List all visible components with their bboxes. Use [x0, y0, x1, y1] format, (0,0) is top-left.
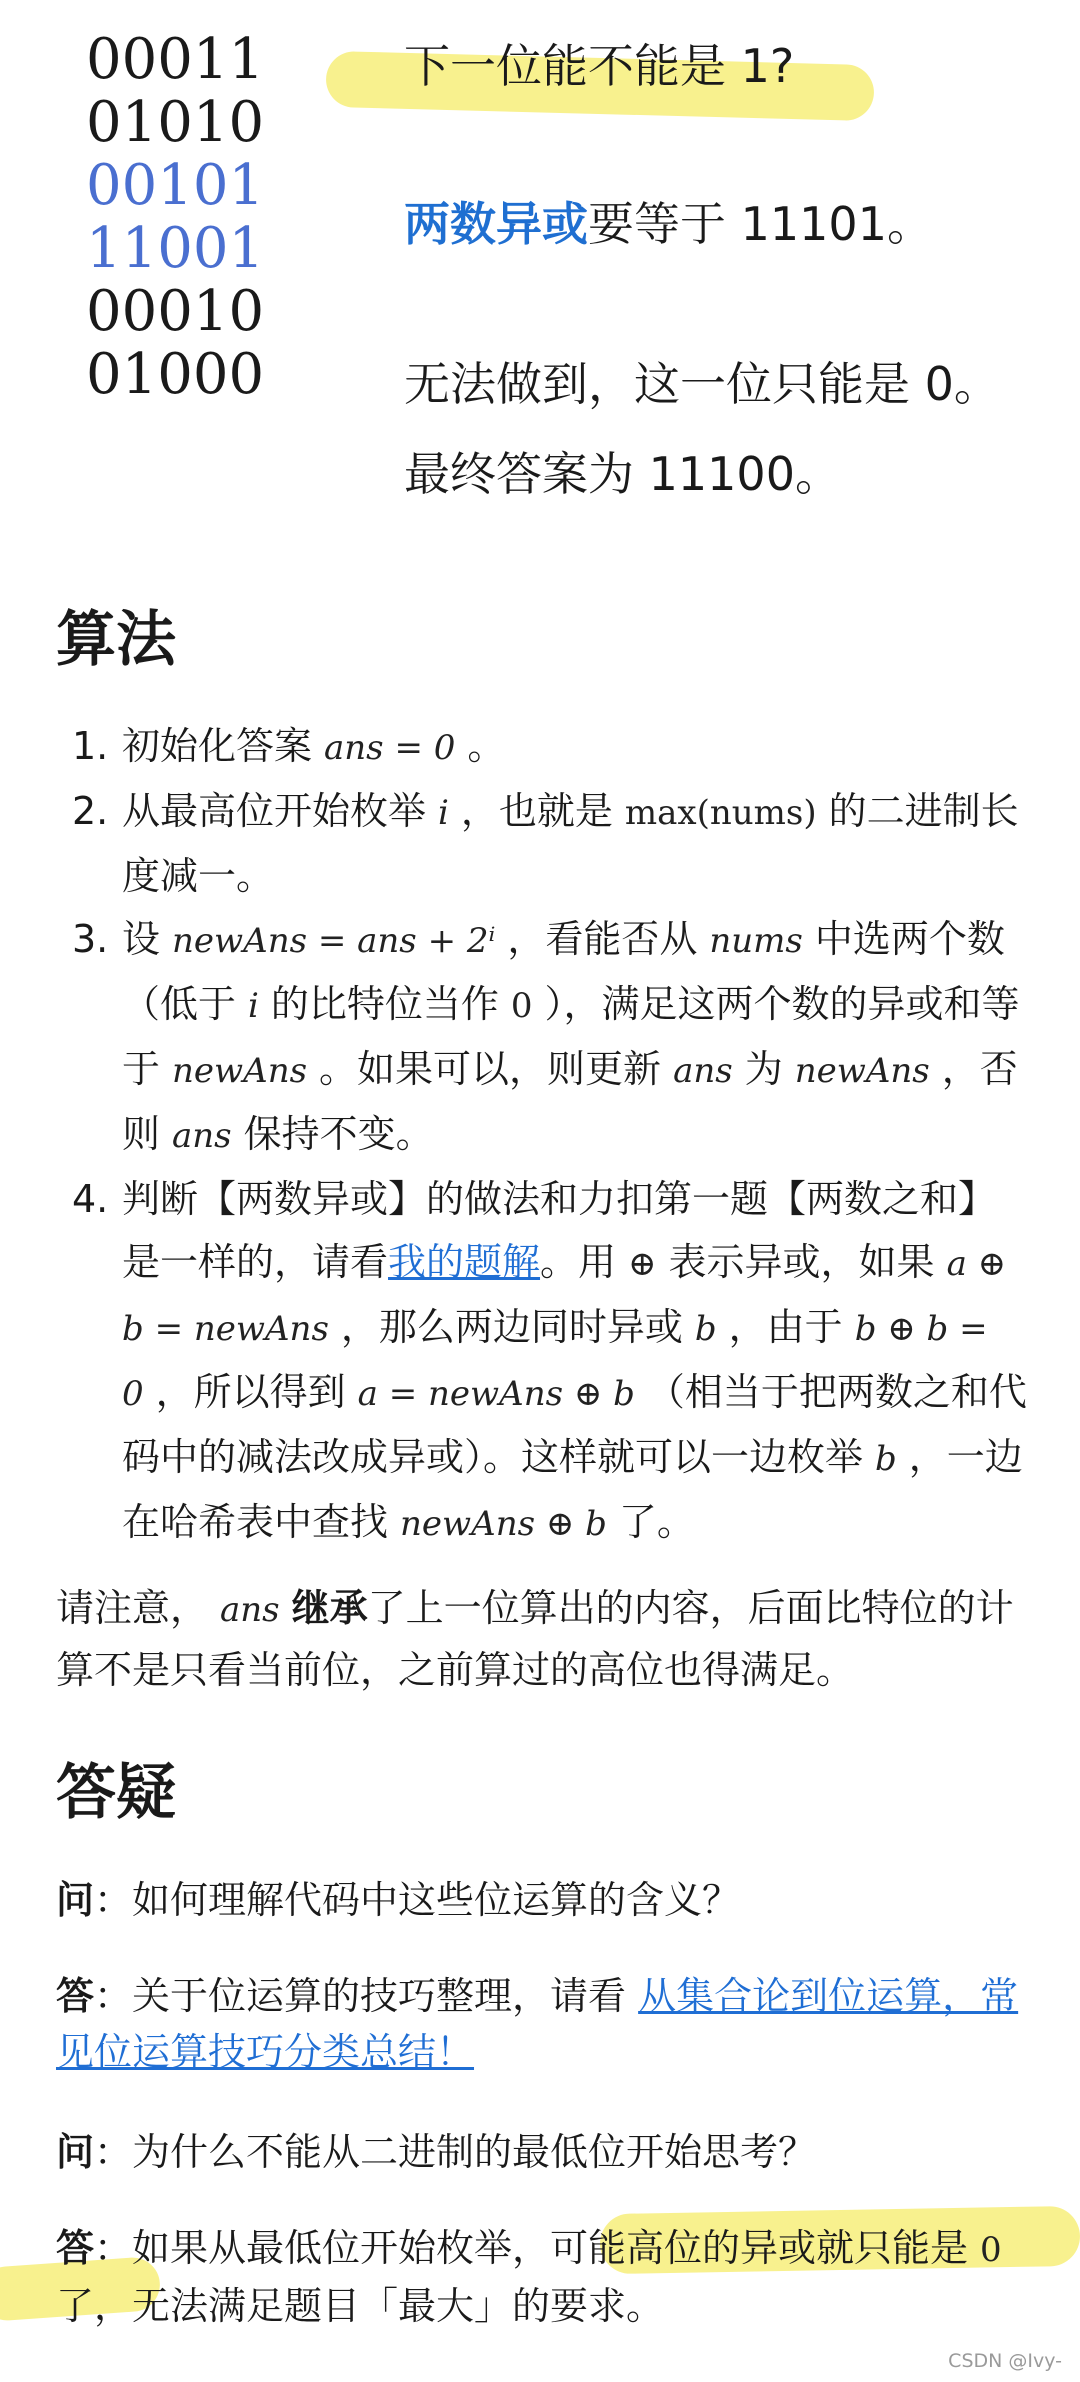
step-text: 的比特位当作	[270, 982, 499, 1026]
math-expr: b ⊕ b = 0	[122, 1309, 988, 1414]
note-final-answer: 最终答案为 11100。	[404, 447, 841, 501]
step-4	[72, 1168, 1032, 1556]
binary-row: 01010	[86, 90, 265, 155]
faq-answer-2	[56, 2220, 1026, 2334]
step-3	[72, 908, 1032, 1168]
step-text: ，由于	[728, 1305, 843, 1349]
math-expr: b	[694, 1309, 717, 1349]
step-text: 判断【两数异或】的做法和力扣第一题【两数之和】是一样的，请看	[122, 1177, 997, 1284]
binary-row-highlighted: 11001	[86, 216, 265, 281]
note-paragraph	[56, 1578, 1026, 1700]
step-text: 。如果可以，则更新	[319, 1047, 662, 1091]
math-expr: newAns ⊕ b	[400, 1504, 607, 1544]
step-text: 设	[122, 917, 161, 961]
step-text: ，一边在哈希表中查找	[122, 1435, 1023, 1544]
binary-row-highlighted: 00101	[86, 153, 265, 218]
math-expr: newAns = ans + 2ⁱ	[172, 921, 496, 961]
answer-text: 了，无法满足题目「最大」的要求。	[56, 2284, 665, 2328]
watermark: CSDN @Ivy-	[948, 2350, 1062, 2372]
step-text: 。用	[540, 1240, 617, 1284]
math-expr: i	[438, 793, 449, 833]
algorithm-steps	[72, 715, 1032, 1556]
answer-label: 答	[56, 2226, 95, 2270]
step-text: 从最高位开始枚举	[122, 789, 427, 833]
answer-text: ：关于位运算的技巧整理，请看	[94, 1974, 627, 2018]
question-text: ：如何理解代码中这些位运算的含义？	[94, 1878, 741, 1922]
step-text: 初始化答案	[122, 724, 313, 768]
math-expr: ans	[673, 1051, 733, 1091]
note-xor-rest: 要等于 11101。	[588, 197, 933, 251]
math-expr: 0	[980, 2230, 1002, 2270]
step-text: 中选两个数（低于	[122, 917, 1005, 1026]
math-expr: ans	[220, 1590, 280, 1630]
math-expr: max(nums)	[624, 793, 817, 833]
note-xor-target	[404, 188, 933, 254]
step-1	[72, 715, 1032, 780]
step-number: 4.	[72, 1177, 109, 1221]
step-text: ），满足这两个数的异或和等于	[122, 982, 1020, 1091]
step-text: 为	[744, 1047, 783, 1091]
binary-row: 00011	[86, 27, 265, 92]
note-next-bit: 下一位能不能是 1?	[404, 39, 795, 93]
faq-heading: 答疑	[56, 1758, 176, 1828]
step-text: ，所以得到	[155, 1370, 346, 1414]
math-expr: a = newAns ⊕ b	[357, 1374, 635, 1414]
inherit-bold: 继承	[291, 1586, 368, 1630]
step-number: 3.	[72, 917, 109, 961]
binary-row: 00010	[86, 279, 265, 344]
step-text: 的二进制长度减一。	[122, 789, 1019, 898]
para-text: 了上一位算出的内容，后面比特位的计算不是只看当前位，之前算过的高位也得满足。	[56, 1586, 1014, 1692]
step-number: 1.	[72, 724, 109, 768]
note-impossible: 无法做到，这一位只能是 0。	[404, 357, 1000, 411]
faq-question-2	[56, 2124, 1026, 2180]
step-text: ，看能否从	[507, 917, 698, 961]
math-expr: 0	[510, 986, 533, 1026]
math-expr: i	[248, 986, 259, 1026]
answer-text: ：如果从最低位开始枚举，可能高位的异或就只能是	[94, 2226, 969, 2270]
step-text: ，否则	[122, 1047, 1018, 1156]
math-expr: b	[875, 1439, 897, 1479]
math-expr: newAns	[172, 1051, 308, 1091]
question-text: ：为什么不能从二进制的最低位开始思考？	[94, 2130, 817, 2174]
step-text: 保持不变。	[243, 1112, 434, 1156]
step-text: （相当于把两数之和代码中的减法改成异或）。这样就可以一边枚举	[122, 1370, 1027, 1479]
step-text: 表示异或，如果	[668, 1240, 935, 1284]
binary-list	[86, 28, 264, 406]
faq-answer-1	[56, 1968, 1026, 2080]
step-text: ，那么两边同时异或	[340, 1305, 683, 1349]
faq-question-1	[56, 1872, 1026, 1928]
bit-tricks-link[interactable]: 从集合论到位运算，常见位运算技巧分类总结！	[56, 1974, 1019, 2074]
step-text: ，也就是	[460, 789, 613, 833]
para-text: 请注意，	[56, 1586, 209, 1630]
answer-label: 答	[56, 1974, 95, 2018]
step-text: 了。	[618, 1500, 695, 1544]
step-2	[72, 780, 1032, 908]
math-expr: nums	[709, 921, 803, 961]
question-label: 问	[56, 2130, 95, 2174]
note-xor-bold: 两数异或	[404, 197, 588, 251]
algorithm-heading: 算法	[56, 605, 176, 675]
math-expr: ans = 0	[324, 728, 456, 768]
step-text: 。	[467, 724, 506, 768]
math-expr: newAns	[794, 1051, 930, 1091]
question-label: 问	[56, 1878, 95, 1922]
binary-row: 01000	[86, 342, 265, 407]
math-expr: a ⊕ b = newAns	[122, 1244, 1007, 1349]
math-expr: ⊕	[628, 1244, 657, 1284]
my-solution-link[interactable]: 我的题解	[388, 1240, 541, 1284]
math-expr: ans	[172, 1116, 232, 1156]
step-number: 2.	[72, 789, 109, 833]
